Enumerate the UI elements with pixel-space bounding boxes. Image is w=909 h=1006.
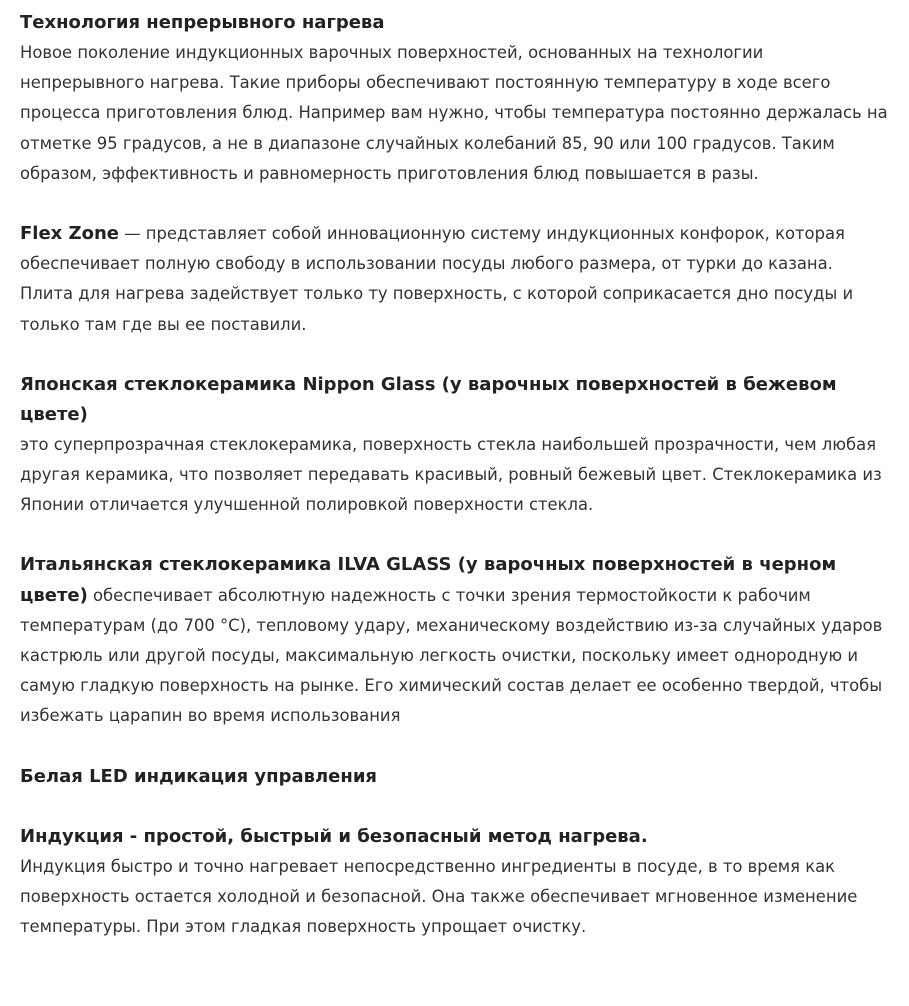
section-flex-zone	[20, 219, 889, 340]
section-text: Индукция быстро и точно нагревает непосредственно ингредиенты в посуде, в то время как поверхность остается холодной и безопасной. Она также обеспечивает мгновенное изменение температуры. При этом гладкая поверхность упрощает очистку.	[20, 856, 858, 937]
section-text	[20, 550, 889, 731]
section-lead: Flex Zone	[20, 223, 119, 245]
section-led-indication	[20, 762, 889, 792]
section-continuous-heating	[20, 8, 889, 189]
section-lead: Итальянская стеклокерамика ILVA GLASS (у варочных поверхностей в черном цвете)	[20, 554, 837, 606]
section-text: это суперпрозрачная стеклокерамика, поверхность стекла наибольшей прозрачности, чем любая другая керамика, что позволяет передавать красивый, ровный бежевый цвет. Стеклокерамика из Японии отличается улучшенной полировкой поверхности стекла.	[20, 434, 882, 515]
section-nippon-glass	[20, 370, 889, 521]
section-heading: Японская стеклокерамика Nippon Glass (у варочных поверхностей в бежевом цвете)	[20, 373, 837, 425]
section-text	[20, 219, 889, 340]
section-text: Новое поколение индукционных варочных поверхностей, основанных на технологии непрерывного нагрева. Такие приборы обеспечивают постоянную температуру в ходе всего процесса приготовления блюд. Например вам нужно, чтобы температура постоянно держалась на отметке 95 градусов, а не в диапазоне случайных колебаний 85, 90 или 100 градусов. Таким образом, эффективность и равномерность приготовления блюд повышается в разы.	[20, 43, 888, 183]
section-body: — представляет собой инновационную систему индукционных конфорок, которая обеспечивает полную свободу в использовании посуды любого размера, от турки до казана. Плита для нагрева задействует только ту поверхность, с которой соприкасается дно посуды и только там где вы ее поставили.	[20, 224, 854, 334]
section-induction	[20, 822, 889, 943]
section-heading: Индукция - простой, быстрый и безопасный метод нагрева.	[20, 825, 648, 847]
section-body: обеспечивает абсолютную надежность с точки зрения термостойкости к рабочим температурам (до 700 °C), тепловому удару, механическому воздействию из-за случайных ударов кастрюль или другой посуды, максимальную легкость очистки, поскольку имеет однородную и самую гладкую поверхность на рынке. Его химический состав делает ее особенно твердой, чтобы избежать царапин во время использования	[20, 585, 883, 726]
section-heading: Белая LED индикация управления	[20, 765, 377, 787]
section-heading: Технология непрерывного нагрева	[20, 12, 385, 33]
section-ilva-glass	[20, 550, 889, 731]
